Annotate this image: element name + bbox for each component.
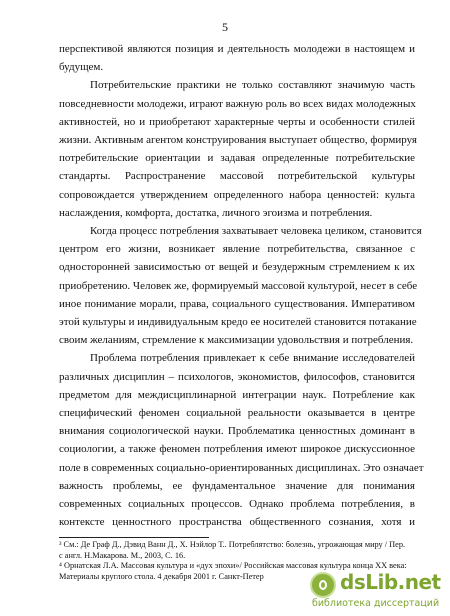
footnote-3-line: ³ См.: Де Граф Д., Дэвид Ванн Д., Х. Нэйлор Т.. Потреблятство: болезнь, угрожающая миру / Пер. — [59, 540, 406, 549]
text-line: современных социальных процессов. Однако проблема потребления, в — [59, 498, 415, 511]
dslib-logo-icon — [310, 572, 336, 598]
page-number: 5 — [222, 20, 228, 34]
text-line: Потребительские практики не только составляют значимую часть — [90, 79, 415, 92]
text-line: своим желаниям, стремление к максимизации удовольствия и потребления. — [59, 334, 414, 347]
text-line: иное понимание морали, права, социального существования. Императивом — [59, 297, 415, 310]
watermark-subtitle: библиотека диссертаций — [312, 598, 440, 609]
text-line: Проблема потребления привлекает к себе внимание исследователей — [90, 352, 415, 365]
text-line: повседневности молодежи, играют важную роль во всех видах молодежных — [59, 97, 416, 110]
footnote-4-line: ⁴ Орнатская Л.А. Массовая культура и «дух эпохи»/ Российская массовая культура конца XX века: — [59, 561, 407, 571]
body-text — [59, 40, 424, 531]
text-line: наслаждения, комфорта, достатка, личного эгоизма и потребления. — [59, 206, 373, 219]
text-line: односторонней зависимостью от вещей и безудержным стремлением к их — [59, 261, 415, 274]
text-line: активностей, но и приобретают характерные черты и особенности стилей — [59, 115, 415, 128]
text-line: специфический феномен социальной реальности оказывается в центре — [59, 407, 415, 420]
text-line: этой культуры и индивидуальным кредо ее носителей становится потакание — [59, 316, 417, 329]
watermark-brand: dsLib.net — [340, 570, 441, 594]
footnote-4-line: Материалы круглого стола. 4 декабря 2001 г. Санкт-Петер — [59, 571, 264, 581]
text-line: внимания социологической науки. Проблематика ценностных доминант в — [59, 425, 415, 438]
text-line: поле в современных социально-ориентированных дисциплинах. Это означает — [59, 461, 424, 474]
text-line: потребительские ориентации и задавая определенные потребительские — [59, 152, 415, 165]
text-line: контексте ценностного пространства общественного сознания, хотя и — [59, 516, 415, 529]
footnote-3-line: с англ. Н.Макарова. М., 2003, С. 16. — [59, 550, 186, 560]
text-line: предметом для междисциплинарной интеграции наук. Потребление как — [59, 388, 415, 401]
footnote-divider — [59, 537, 209, 538]
text-line: Когда процесс потребления захватывает человека целиком, становится — [90, 225, 422, 238]
text-line: важность проблемы, ее фундаментальное значение для понимания — [59, 479, 415, 492]
text-line: перспективой являются позиция и деятельность молодежи в настоящем и — [59, 43, 415, 55]
dslib-watermark[interactable] — [310, 570, 446, 612]
text-line: сопровождается утверждением определенного набора ценностей: культа — [59, 188, 415, 201]
text-line: различных дисциплин – психологов, экономистов, философов, становится — [59, 370, 415, 383]
text-line: стандарты. Распространение массовой потребительской культуры — [59, 170, 415, 183]
text-line: жизни. Активным агентом конструирования выступает общество, формируя — [59, 134, 417, 147]
text-line: будущем. — [59, 61, 104, 74]
text-fragment: приобретению. Человек же, формируемый массовой культурой, несет в себе — [59, 279, 418, 292]
text-line: центром его жизни, возникает явление потребительства, связанное с — [59, 243, 415, 256]
text-line: социологии, а также феномен потребления имеют широкое дискуссионное — [59, 443, 415, 456]
text-line — [59, 277, 418, 295]
